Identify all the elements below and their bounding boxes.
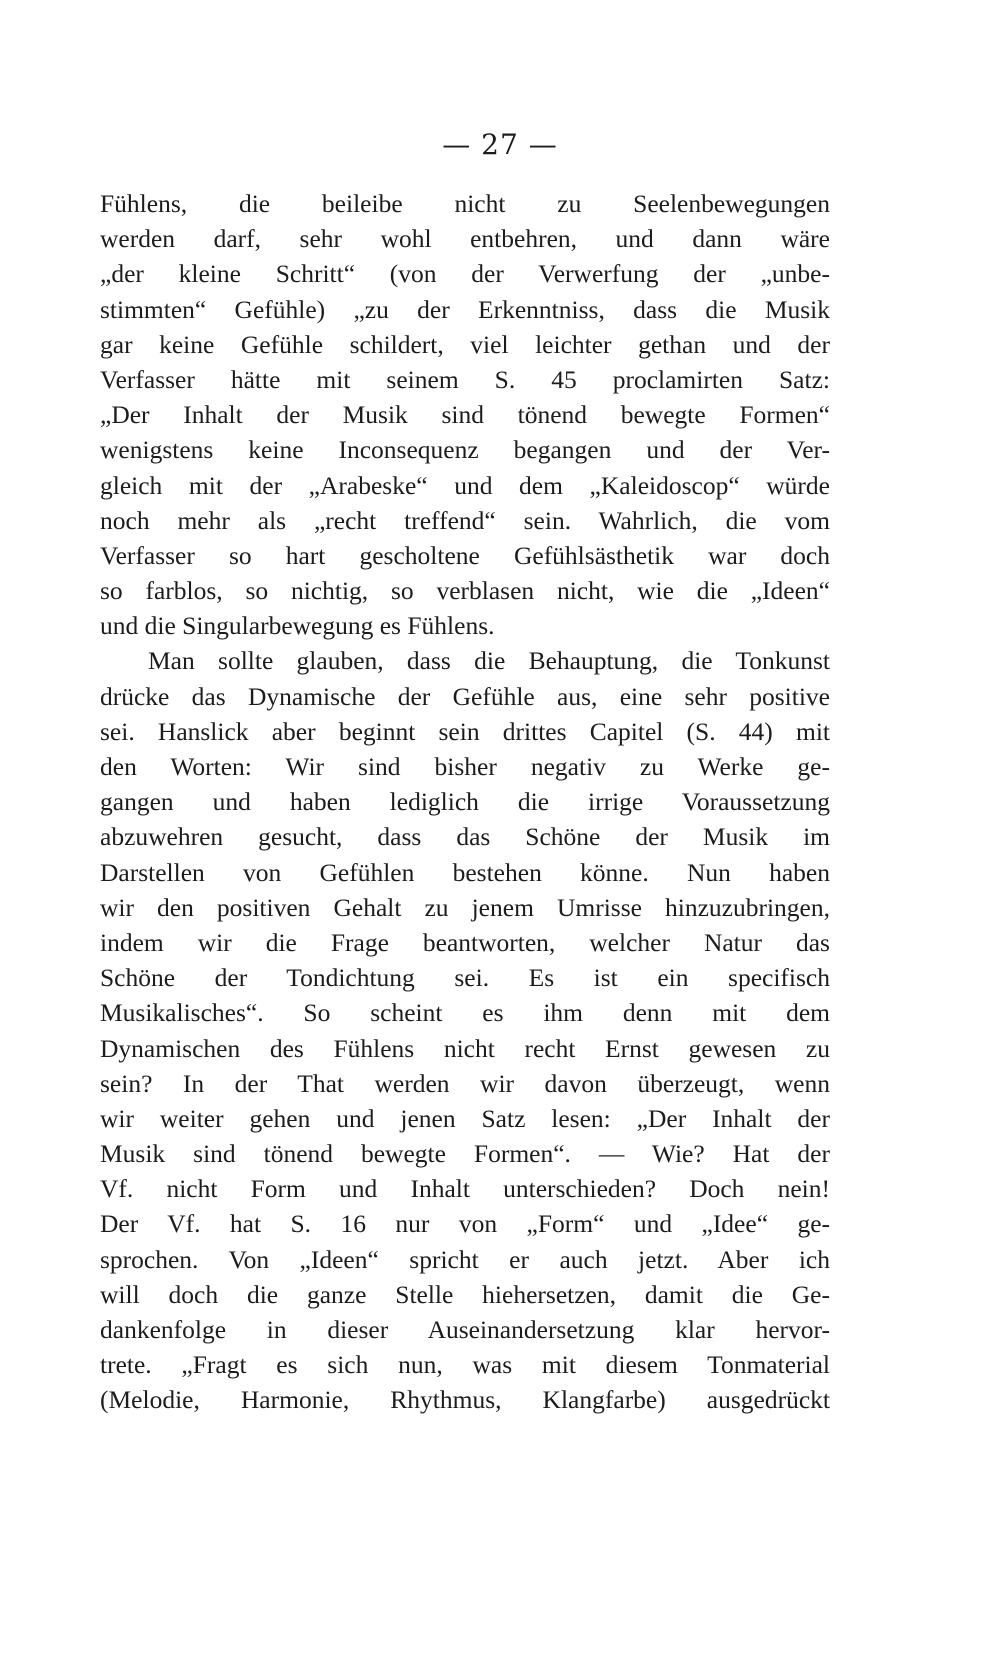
text-line: indem wir die Frage beantworten, welcher Natur das (100, 927, 830, 957)
text-line: „Der Inhalt der Musik sind tönend bewegte Formen“ (100, 400, 830, 430)
text-line: „der kleine Schritt“ (von der Verwerfung der „unbe- (100, 259, 830, 289)
text-line: Vf. nicht Form und Inhalt unterschieden? Doch nein! (100, 1174, 830, 1204)
text-line: Darstellen von Gefühlen bestehen könne. Nun haben (100, 857, 830, 887)
text-line: Musik sind tönend bewegte Formen“. — Wie? Hat der (100, 1139, 830, 1169)
text-line: werden darf, sehr wohl entbehren, und dann wäre (100, 224, 830, 254)
text-line: will doch die ganze Stelle hiehersetzen, damit die Ge- (100, 1279, 830, 1309)
text-line: Musikalisches“. So scheint es ihm denn mit dem (100, 998, 830, 1028)
text-line: gar keine Gefühle schildert, viel leichter gethan und der (100, 329, 830, 359)
text-line: den Worten: Wir sind bisher negativ zu Werke ge- (100, 752, 830, 781)
text-line: wenigstens keine Inconsequenz begangen und der Ver- (100, 435, 830, 465)
page-number: — 27 — (442, 128, 558, 161)
text-line: Verfasser hätte mit seinem S. 45 proclamirten Satz: (100, 364, 830, 394)
text-line: wir weiter gehen und jenen Satz lesen: „Der Inhalt der (100, 1103, 830, 1133)
text-line: sprochen. Von „Ideen“ spricht er auch jetzt. Aber ich (100, 1244, 830, 1274)
text-line: dankenfolge in dieser Auseinandersetzung klar hervor- (100, 1315, 830, 1344)
text-line: Fühlens, die beileibe nicht zu Seelenbewegungen (100, 189, 830, 218)
text-line: sei. Hanslick aber beginnt sein drittes Capitel (S. 44) mit (100, 716, 830, 746)
text-line: wir den positiven Gehalt zu jenem Umrisse hinzuzubringen, (100, 892, 830, 922)
body-text (100, 186, 830, 1418)
text-line: noch mehr als „recht treffend“ sein. Wahrlich, die vom (100, 505, 830, 535)
text-line: sein? In der That werden wir davon überzeugt, wenn (100, 1068, 830, 1098)
text-line: Dynamischen des Fühlens nicht recht Ernst gewesen zu (100, 1033, 830, 1063)
text-line: trete. „Fragt es sich nun, was mit diesem Tonmaterial (100, 1350, 830, 1380)
text-line: so farblos, so nichtig, so verblasen nicht, wie die „Ideen“ (100, 576, 830, 606)
text-line: Schöne der Tondichtung sei. Es ist ein specifisch (100, 963, 830, 993)
text-line: abzuwehren gesucht, dass das Schöne der Musik im (100, 822, 830, 852)
paragraph-last-line: und die Singularbewegung es Fühlens. (100, 611, 495, 641)
paragraph-first-line: Man sollte glauben, dass die Behauptung, die Tonkunst (148, 646, 830, 676)
text-line: drücke das Dynamische der Gefühle aus, eine sehr positive (100, 681, 830, 711)
text-line: gleich mit der „Arabeske“ und dem „Kaleidoscop“ würde (100, 470, 830, 500)
text-line: gangen und haben lediglich die irrige Voraussetzung (100, 787, 830, 817)
text-line: stimmten“ Gefühle) „zu der Erkenntniss, dass die Musik (100, 294, 830, 324)
text-line: Der Vf. hat S. 16 nur von „Form“ und „Idee“ ge- (100, 1209, 830, 1239)
text-line: Verfasser so hart gescholtene Gefühlsästhetik war doch (100, 540, 830, 570)
text-line: (Melodie, Harmonie, Rhythmus, Klangfarbe) ausgedrückt (100, 1385, 830, 1415)
